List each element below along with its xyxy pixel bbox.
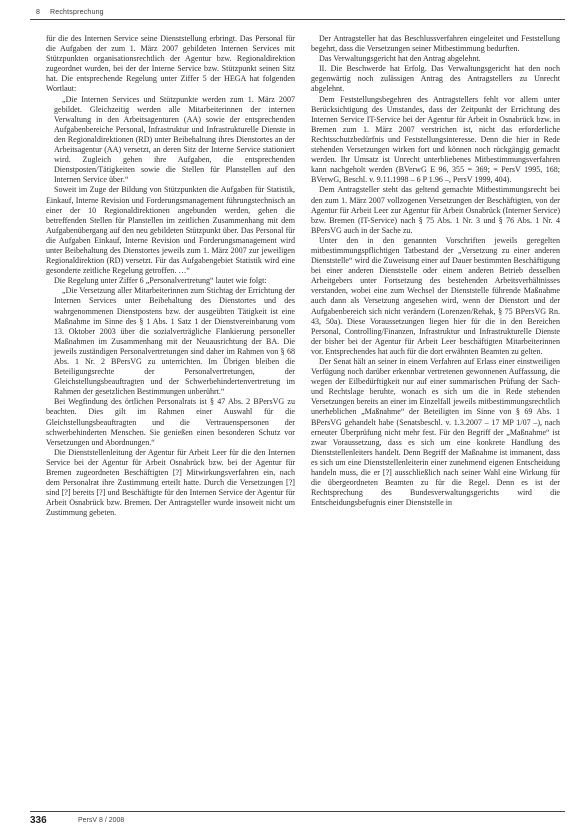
page-footer bbox=[30, 815, 565, 829]
paragraph: für die des Internen Service seine Dienststellung erbringt. Das Personal für die Aufgaben der zum 1. März 2007 gebildeten Internen Services mit Stützpunkten organisationsrechtlich der Agentur bzw. Regionaldirektion zugeordnet wurden, bei der der Interne Service bzw. Stützpunkt seinen Sitz hat. Die entsprechende Regelung unter Ziffer 5 der HEGA hat folgenden Wortlaut: bbox=[46, 34, 295, 94]
paragraph: Dem Feststellungsbegehren des Antragstellers fehlt vor allem unter Berücksichtigung des Umstandes, dass der Zeitpunkt der Errichtung des Internen Service IT-Service bei der Agentur für Arbeit in Osnabrück bzw. in Bremen zum 1. März 2007 verstrichen ist, nicht das erforderliche Rechtsschutzbedürfnis und Feststellungsinteresse. Denn die hier in Rede stehenden Versetzungen wirken fort und können noch rückgängig gemacht werden. Ihr Umsatz ist Unrecht unterbliebenes Mitbestimmungsverfahren kann nachgeholt werden (BVerwG E 96, 355 = 369; = PersV 1995, 168; BVerwG, Beschl. v. 9.11.1998 – 6 P 1.96 –, PersV 1999, 404). bbox=[311, 94, 560, 185]
paragraph: Der Antragsteller hat das Beschlussverfahren eingeleitet und Feststellung begehrt, dass die Versetzungen seiner Mitbestimmung bedurften. bbox=[311, 34, 560, 54]
paragraph: Das Verwaltungsgericht hat den Antrag abgelehnt. bbox=[319, 54, 481, 64]
quote-paragraph: „Die Internen Services und Stützpunkte werden zum 1. März 2007 gebildet. Gleichzeitig werden alle Mitarbeiterinnen der internen Verwaltung in den Arbeitsagenturen (AA) sowie der entsprechenden Aufgabenbereiche Personal, Infrastruktur und Infrastrukturelle Dienste in den Regionaldirektionen (RD) unter Beibehaltung ihres Dienstortes an der Arbeitsagentur (AA) versetzt, an deren Sitz der Interne Service stationiert wird. Zugleich gehen ihre Aufgaben, die entsprechenden Dienstposten/Tätigkeiten sowie die Stellen für Planstellen auf den Internen Service über.“ bbox=[54, 94, 295, 185]
journal-issue: PersV 8 / 2008 bbox=[78, 817, 125, 824]
running-header-section: Rechtsprechung bbox=[50, 9, 104, 16]
paragraph: Die Dienststellenleitung der Agentur für Arbeit Leer für die den Internen Service bei der Agentur für Arbeit Osnabrück bzw. bei der Agentur für Bremen zugeordneten Beschäftigten [?] Mitwirkungsverfahren ein, nach dem Personalrat ihre Zustimmung erteilt hatte. Durch die Versetzungen [?] sind [?] bereits [?] und Beschäftigte für den Internen Service der Agentur für Arbeit Osnabrück bzw. Bremen. Der Antragsteller wurde insoweit nicht um Zustimmung gebeten. bbox=[46, 447, 295, 518]
paragraph: Unter den in den genannten Vorschriften jeweils geregelten mitbestimmungspflichtigen Tatbestand der „Versetzung zu einer anderen Dienststelle“ wird die Zuweisung einer auf Dauer bestimmten Beschäftigung bei einer anderen Dienststelle oder einem anderen Betrieb desselben Arbeitgebers unter Fortsetzung des bestehenden Arbeitsverhältnisses verstanden, wobei eine zum Wechsel der Dienststelle führende Maßnahme auch dann als Versetzung angesehen wird, wenn der Dienstort und der Aufgabenbereich sich nicht verändern (Lorenzen/Rehak, § 75 BPersVG Rn. 43, 50a). Diese Voraussetzungen liegen hier für die in den Bereichen Personal, Controlling/Finanzen, Infrastruktur und Infrastrukturelle Dienste der bisher bei der Agentur für Arbeit Leer beschäftigten Mitarbeiterinnen vor. Entsprechendes hat auch für die dort erwähnten Beamten zu gelten. bbox=[311, 235, 560, 356]
paragraph: Dem Antragsteller steht das geltend gemachte Mitbestimmungsrecht bei den zum 1. März 2007 vollzogenen Versetzungen der Beschäftigten, von der Agentur für Arbeit Leer zur Agentur für Arbeit Osnabrück (Interner Service) bzw. Bremen (IT-Service) nach § 75 Abs. 1 Nr. 3 und § 76 Abs. 1 Nr. 4 BPersVG auch in der Sache zu. bbox=[311, 185, 560, 235]
paragraph: Bei Wegfindung des örtlichen Personalrats ist § 47 Abs. 2 BPersVG zu beachten. Dies gilt im Rahmen einer Auswahl für die Gleichstellungsbeauftragten und die Vertrauenspersonen der schwerbehinderten Menschen. Sie genießen einen besonderen Schutz vor Versetzungen und Abordnungen.“ bbox=[46, 397, 295, 447]
quote-paragraph: „Die Versetzung aller Mitarbeiterinnen zum Stichtag der Errichtung der Internen Services unter Beibehaltung des Dienstortes und des wahrgenommenen Dienstpostens bzw. der ausgeübten Tätigkeit ist eine Maßnahme im Sinne des § 1 Abs. 1 Satz 1 der Dienstvereinbarung vom 13. Oktober 2003 über die sozialverträgliche Flankierung personeller Maßnahmen im Zusammenhang mit der Neuausrichtung der BA. Die jeweils zuständigen Personalvertretungen sind daher im Rahmen von § 68 Abs. 1 Nr. 2 BPersVG zu unterrichten. Im Übrigen bleiben die Beteiligungsrechte der Personalvertretungen, der Gleichstellungsbeauftragten und der Schwerbehindertenvertretung im Rahmen der gesetzlichen Bestimmungen unberührt.“ bbox=[54, 286, 295, 397]
header-rule bbox=[30, 19, 565, 20]
paragraph: Der Senat hält an seiner in einem Verfahren auf Erlass einer einstweiligen Verfügung noch darüber erkennbar vertretenen gewonnenen Auffassung, die wegen der Eilbedürftigkeit nur auf einer summarischen Prüfung der Sach- und Rechtslage beruhte, wonach es sich um die in Rede stehenden Versetzungen bereits an einer im Einzelfall jeweils mitbestimmungsrechtlich unerheblichen „Maßnahme“ der Beteiligten im Sinne von § 69 Abs. 1 BPersVG gehandelt habe (Senatsbeschl. v. 1.3.2007 – 17 MP 1/07 –), nach erneuter Überprüfung nicht mehr fest. Für den Begriff der „Maßnahme“ ist zwar Voraussetzung, dass es sich um eine konkrete Handlung des Dienststellenleiters handelt. Denn Begriff der Maßnahme ist immanent, dass es sich um eine Dienststellenleiterin einer zunehmend eigenen Entscheidung handeln muss, die er [?] ausschließlich nach seiner Wahl eine Wirkung für die übergeordneten Beamten zu für die Regel. Denn es ist der Rechtsprechung des Bundesverwaltungsgerichts wird die Entscheidungsbefugnis einer Dienststelle in bbox=[311, 357, 560, 508]
page-number: 336 bbox=[30, 815, 47, 826]
right-column bbox=[311, 34, 560, 805]
left-column bbox=[46, 34, 295, 805]
footer-rule bbox=[30, 811, 565, 812]
paragraph: Soweit im Zuge der Bildung von Stützpunkten die Aufgaben für Statistik, Einkauf, Interne Revision und Forderungsmanagement führungstechnisch an einer der 10 Regionaldirektionen angebunden werden, gehen die betreffenden Stellen für Planstellen im zeitlichen Zusammenhang mit dem Aufgabenübergang auf den neu gebildeten Stützpunkt über. Das Personal für die Aufgaben Einkauf, Interne Revision und Forderungsmanagement wird unter Beibehaltung des Dienstortes jeweils zum 1. März 2007 zur jeweiligen Regionaldirektion (RD) versetzt. Für das Aufgabengebiet Statistik wird eine gesonderte zeitliche Regelung getroffen. …“ bbox=[46, 185, 295, 276]
paragraph: Die Regelung unter Ziffer 6 „Personalvertretung“ lautet wie folgt: bbox=[54, 276, 267, 286]
paragraph: II. Die Beschwerde hat Erfolg. Das Verwaltungsgericht hat den noch gegenwärtig noch zulässigen Antrag des Antragstellers zu Unrecht abgelehnt. bbox=[311, 64, 560, 94]
running-header-marker: 8 bbox=[36, 9, 40, 16]
